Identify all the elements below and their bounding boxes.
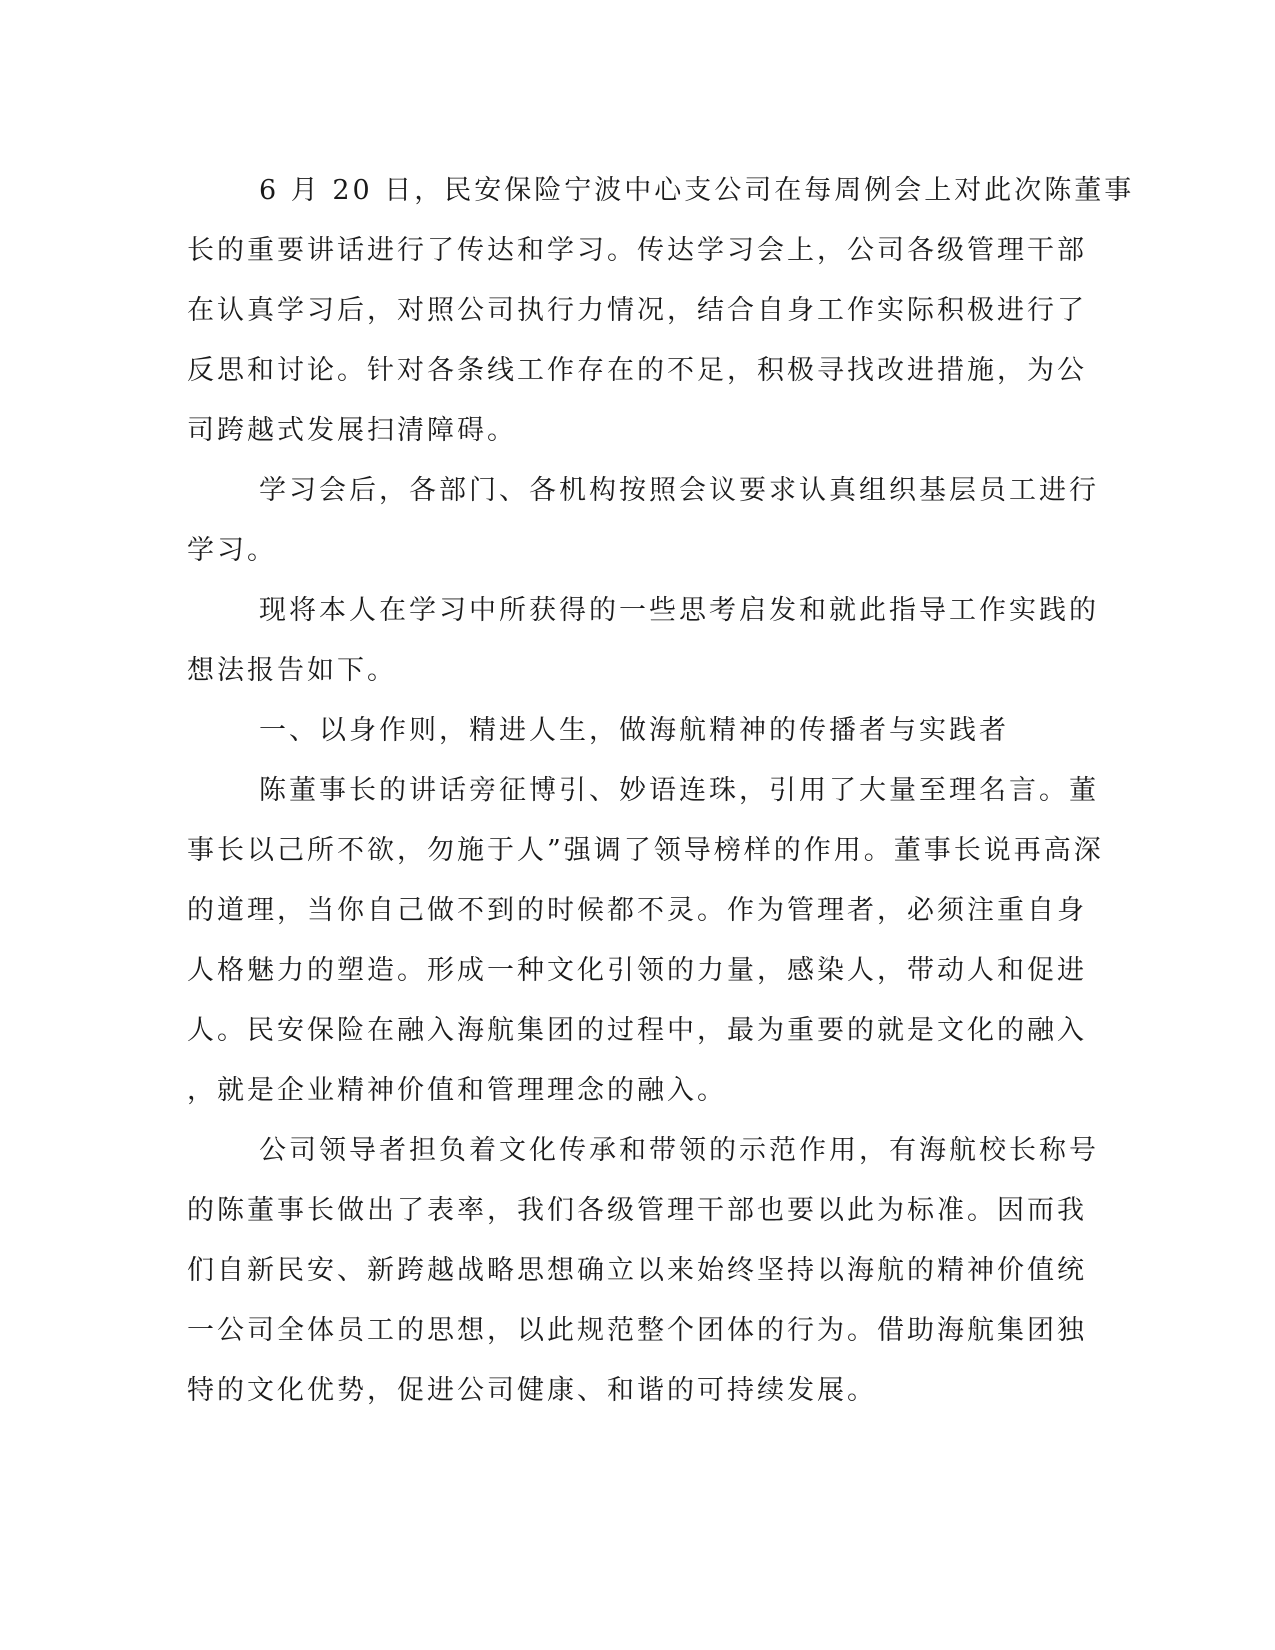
- text-line: 司跨越式发展扫清障碍。: [187, 415, 517, 446]
- text-line: 学习。: [187, 535, 277, 566]
- text-line: 人。民安保险在融入海航集团的过程中，最为重要的就是文化的融入: [187, 1015, 1087, 1046]
- text-line: 公司领导者担负着文化传承和带领的示范作用，有海航校长称号: [259, 1135, 1099, 1166]
- text-line: 一、以身作则，精进人生，做海航精神的传播者与实践者: [259, 715, 1009, 746]
- paragraph-after-meeting: [187, 461, 1099, 581]
- text-line: 们自新民安、新跨越战略思想确立以来始终坚持以海航的精神价值统: [187, 1255, 1087, 1286]
- text-line: ，就是企业精神价值和管理理念的融入。: [187, 1075, 727, 1106]
- text-line: 在认真学习后，对照公司执行力情况，结合自身工作实际积极进行了: [187, 295, 1087, 326]
- text-line: 长的重要讲话进行了传达和学习。传达学习会上，公司各级管理干部: [187, 235, 1087, 266]
- text-line: 现将本人在学习中所获得的一些思考启发和就此指导工作实践的: [259, 595, 1099, 626]
- text-line: 事长以己所不欲，勿施于人”强调了领导榜样的作用。董事长说再高深: [187, 835, 1104, 866]
- paragraph-meeting-summary: [187, 161, 1135, 461]
- text-line: 的陈董事长做出了表率，我们各级管理干部也要以此为标准。因而我: [187, 1195, 1087, 1226]
- section-heading-1: [187, 701, 1067, 761]
- paragraph-chairman-speech: [187, 761, 1104, 1121]
- paragraph-leadership-role: [187, 1121, 1099, 1421]
- text-line: 6 月 20 日，民安保险宁波中心支公司在每周例会上对此次陈董事: [259, 175, 1135, 206]
- paragraph-report-intro: [187, 581, 1099, 701]
- document-body: [187, 161, 1135, 1421]
- text-line: 的道理，当你自己做不到的时候都不灵。作为管理者，必须注重自身: [187, 895, 1087, 926]
- text-line: 反思和讨论。针对各条线工作存在的不足，积极寻找改进措施，为公: [187, 355, 1087, 386]
- text-line: 想法报告如下。: [187, 655, 397, 686]
- text-line: 陈董事长的讲话旁征博引、妙语连珠，引用了大量至理名言。董: [259, 775, 1099, 806]
- text-line: 人格魅力的塑造。形成一种文化引领的力量，感染人，带动人和促进: [187, 955, 1087, 986]
- text-line: 特的文化优势，促进公司健康、和谐的可持续发展。: [187, 1375, 877, 1406]
- text-line: 学习会后，各部门、各机构按照会议要求认真组织基层员工进行: [259, 475, 1099, 506]
- text-line: 一公司全体员工的思想，以此规范整个团体的行为。借助海航集团独: [187, 1315, 1087, 1346]
